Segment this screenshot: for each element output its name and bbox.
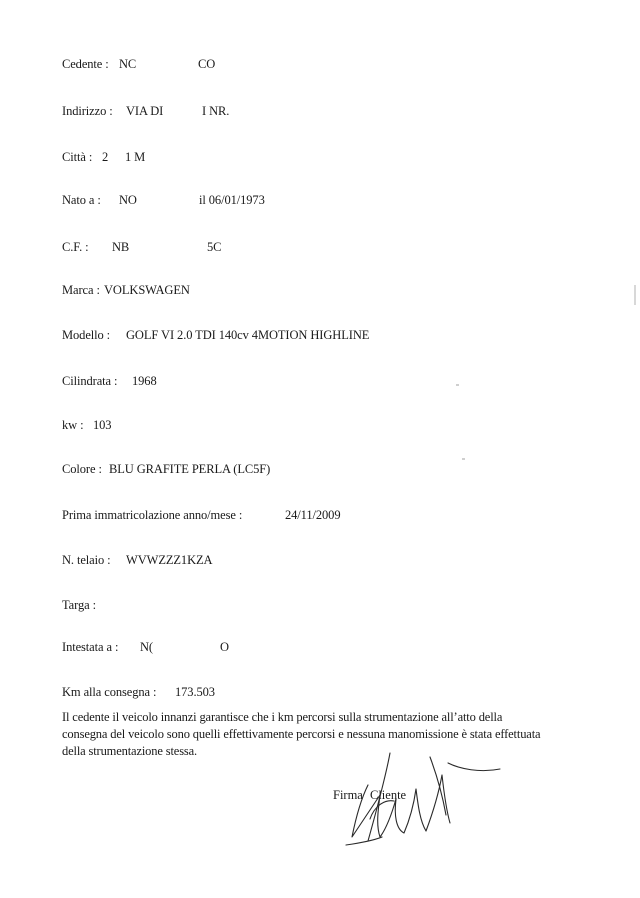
field-intestata-a [62, 640, 229, 655]
field-telaio [62, 553, 213, 568]
field-label: Colore : [62, 462, 102, 476]
field-value-extra: il 06/01/1973 [199, 193, 265, 207]
field-indirizzo [62, 104, 230, 119]
field-label: Prima immatricolazione anno/mese : [62, 508, 243, 522]
signature-stroke [395, 789, 416, 833]
field-prima-immatricolazione [62, 508, 341, 523]
field-value: VOLKSWAGEN [104, 283, 190, 297]
scan-speck [456, 384, 459, 386]
field-kw [62, 418, 112, 433]
field-label: Modello : [62, 328, 111, 342]
field-citta [62, 150, 146, 165]
field-label: Nato a : [62, 193, 101, 207]
field-label: Indirizzo : [62, 104, 113, 118]
signature-label-cliente: Cliente [369, 788, 407, 802]
field-cilindrata [62, 374, 157, 389]
field-label: Cilindrata : [62, 374, 118, 388]
field-label: Città : [62, 150, 93, 164]
scan-edge-mark [634, 285, 636, 305]
field-colore [62, 462, 271, 477]
field-value: NB [112, 240, 130, 254]
field-value: 103 [93, 418, 112, 432]
signature-label-firma: Firma [333, 788, 363, 802]
field-label: Marca : [62, 283, 100, 297]
field-value-extra: 1 M [125, 150, 146, 164]
scan-speck [462, 458, 465, 460]
field-cedente [62, 57, 216, 72]
field-value: 173.503 [175, 685, 215, 699]
statement-line: della strumentazione stessa. [62, 744, 197, 758]
field-targa [62, 598, 96, 613]
field-label: C.F. : [62, 240, 89, 254]
field-value: NC [119, 57, 137, 71]
field-label: Targa : [62, 598, 96, 612]
field-value-extra: O [220, 640, 229, 654]
field-km-consegna [62, 685, 215, 700]
field-label: N. telaio : [62, 553, 111, 567]
statement-line: consegna del veicolo sono quelli effettivamente percorsi e nessuna manomissione è stata effettuata [62, 727, 541, 741]
signature-stroke [346, 837, 382, 845]
field-label: Intestata a : [62, 640, 119, 654]
field-value-extra: 5C [207, 240, 222, 254]
signature-stroke [448, 763, 500, 771]
signature-stroke [416, 775, 442, 831]
field-value: 1968 [132, 374, 157, 388]
field-marca [62, 283, 190, 298]
field-value: 24/11/2009 [285, 508, 341, 522]
field-value-extra: I NR. [202, 104, 230, 118]
field-value: BLU GRAFITE PERLA (LC5F) [109, 462, 271, 476]
field-value: NO [119, 193, 137, 207]
field-cf [62, 240, 222, 255]
field-modello [62, 328, 370, 343]
statement-line: Il cedente il veicolo innanzi garantisce che i km percorsi sulla strumentazione all’atto della [62, 710, 503, 724]
field-label: Km alla consegna : [62, 685, 157, 699]
field-label: kw : [62, 418, 84, 432]
handwritten-signature [330, 745, 510, 860]
field-nato-a [62, 193, 265, 208]
field-value: VIA DI [126, 104, 164, 118]
field-value: WVWZZZ1KZA [126, 553, 213, 567]
field-value: N( [140, 640, 153, 654]
field-label: Cedente : [62, 57, 109, 71]
field-value-extra: CO [198, 57, 216, 71]
field-value: GOLF VI 2.0 TDI 140cv 4MOTION HIGHLINE [126, 328, 370, 342]
field-value: 2 [102, 150, 109, 164]
